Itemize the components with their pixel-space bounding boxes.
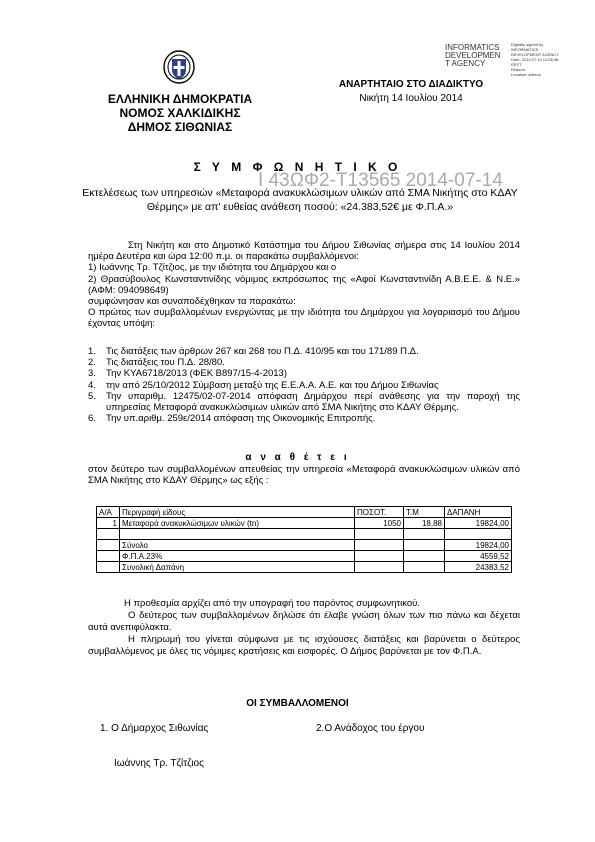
sig-line: EEST xyxy=(511,62,522,67)
vat-label: Φ.Π.Α.23% xyxy=(120,551,355,562)
contract-body xyxy=(88,240,520,330)
list-item: 3. Την ΚΥΑ6718/2013 (ΦΕΚ Β897/15-4-2013) xyxy=(88,368,287,380)
closing-paragraphs xyxy=(88,598,520,658)
acknowledge-paragraph: Ο δεύτερος των συμβαλλομένων δηλώσε ότι έλαβε γνώση όλων των πιο πάνω και δέχεται αυτά ανεπιφύλακτα. xyxy=(88,610,520,633)
total-label: Συνολική Δαπάνη xyxy=(120,562,355,573)
table-row xyxy=(97,518,512,529)
subject-text: Εκτελέσεως των υπηρεσιών «Μεταφορά ανακυκλώσιμων υλικών από ΣΜΑ Νικήτης στο ΚΔΑΥ Θέρμης» με απ' ευθείας ανάθεση ποσού: «24.383,52€ με Φ.Π.Α.» xyxy=(82,187,518,213)
list-item: 1. Τις διατάξεις των άρθρων 267 και 268 του Π.Δ. 410/95 και του 171/89 Π.Δ. xyxy=(88,346,419,357)
vat-value: 4559,52 xyxy=(445,551,512,562)
cost-table xyxy=(96,506,512,573)
cell: 1 xyxy=(97,518,120,529)
intro-paragraph: Στη Νικήτη και στο Δημοτικό Κατάστημα του Δήμου Σιθωνίας σήμερα στις 14 Ιουλίου 2014 ημέρα Δευτέρα και ώρα 12:00 π.μ. οι παρακάτω συμβαλλόμενοι: xyxy=(88,240,520,263)
party-2: 2) Θρασύβουλος Κωνσταντινίδης νόμιμος εκπρόσωπος της «Αφοί Κωνσταντινίδη Α.Β.Ε.Ε. & Ν.Ε.» (ΑΦΜ: 094098649) xyxy=(88,273,520,296)
signing-agency xyxy=(445,44,505,68)
cell: 19824,00 xyxy=(445,518,512,529)
agency-line: T AGENCY xyxy=(445,59,486,68)
payment-paragraph: Η πληρωμή του γίνεται σύμφωνα με τις ισχύουσες διατάξεις και βαρύνεται ο δεύτερος συμβαλλόμενος με όλες τις νόμιμες κρατήσεις και εισφορές. Ο Δήμος βαρύνεται με τον Φ.Π.Α. xyxy=(88,634,520,657)
cell: 18,88 xyxy=(404,518,445,529)
place-date: Νικήτη 14 Ιουλίου 2014 xyxy=(359,93,463,104)
assigns-heading: α ν α θ έ τ ε ι xyxy=(245,452,350,463)
table-row xyxy=(97,540,512,551)
agreed-line: συμφώνησαν και συναποδέχθηκαν τα παρακάτω: xyxy=(88,296,296,308)
considerations-list xyxy=(88,346,520,424)
digital-signature-details[interactable] xyxy=(511,42,581,77)
list-item: 2. Τις διατάξεις του Π.Δ. 28/80. xyxy=(88,357,225,369)
col-header: Περιγραφή είδους xyxy=(120,507,355,518)
signer-2-label: 2.Ο Ανάδοχος του έργου xyxy=(316,723,425,734)
col-header: ΠΟΣΟΤ. xyxy=(355,507,404,518)
list-item: 4. την από 25/10/2012 Σύμβαση μεταξύ της Ε.Ε.Α.Α. Α.Ε. και του Δήμου Σιθωνίας xyxy=(88,379,439,391)
sig-line: DEVELOPMENT AGENCY xyxy=(511,52,559,57)
total-value: 24383,52 xyxy=(445,562,512,573)
col-header: Α/Α xyxy=(97,507,120,518)
parties-heading: ΟΙ ΣΥΜΒΑΛΛΟΜΕΝΟΙ xyxy=(246,698,349,709)
col-header: ΔΑΠΑΝΗ xyxy=(445,507,512,518)
agency-line: INFORMATICS xyxy=(445,43,500,52)
party-1: 1) Ιωάννης Τρ. Τζίτζιος, με την ιδιότητα του Δημάρχου και ο xyxy=(88,262,337,274)
greek-emblem-icon xyxy=(163,50,195,84)
signer-1-label: 1. Ο Δήμαρχος Σιθωνίας xyxy=(100,723,209,734)
table-row xyxy=(97,529,512,540)
list-item: 5. Την υπαριθμ. 12475/02-07-2014 απόφαση Δημάρχου περί ανάθεσης για την παροχή της υπηρεσίας Μεταφορά ανακυκλώσιμων υλικών από ΣΜΑ Νικήτης στο ΚΔΑΥ Θέρμης. xyxy=(88,390,520,414)
sig-line: Location: Athens xyxy=(511,72,541,77)
sig-line: Date: 2014.07.14 12:06:38 xyxy=(511,57,559,62)
posting-block xyxy=(326,78,496,106)
sum-value: 19824,00 xyxy=(445,540,512,551)
document-title: Σ Υ Μ Φ Ω Ν Η Τ Ι Κ Ο xyxy=(193,160,402,174)
cell: 1050 xyxy=(355,518,404,529)
signer-1-name: Ιωάννης Τρ. Τζίτζιος xyxy=(114,758,204,769)
municipality-heading: ΔΗΜΟΣ ΣΙΘΩΝΙΑΣ xyxy=(127,120,233,134)
table-header-row xyxy=(97,507,512,518)
list-item: 6. Την υπ.αριθμ. 259ε/2014 απόφαση της Οικονομικής Επιτροπής. xyxy=(88,413,376,425)
assignment-paragraph: στον δεύτερο των συμβαλλομένων απευθείας την υπηρεσία «Μεταφορά ανακυκλώσιμων υλικών από ΣΜΑ Νικήτης στο ΚΔΑΥ Θέρμης» ως εξής : xyxy=(88,464,520,487)
sig-line: INFORMATICS xyxy=(511,47,539,52)
sig-line: Reason: xyxy=(511,67,526,72)
first-party-paragraph: Ο πρώτος των συμβαλλομένων ενεργώντας με την ιδιότητα του Δημάρχου για λογαριασμό του Δήμου έχοντας υπόψη: xyxy=(88,307,520,330)
table-row xyxy=(97,562,512,573)
prefecture-heading: ΝΟΜΟΣ ΧΑΛΚΙΔΙΚΗΣ xyxy=(119,106,241,120)
sig-line: Digitally signed by xyxy=(511,42,544,47)
table-row xyxy=(97,551,512,562)
cell: Μεταφορά ανακυκλώσιμων υλικών (tn) xyxy=(120,518,355,529)
country-heading: ΕΛΛΗΝΙΚΗ ΔΗΜΟΚΡΑΤΙΑ xyxy=(107,92,253,106)
col-header: Τ.Μ xyxy=(404,507,445,518)
deadline-paragraph: Η προθεσμία αρχίζει από την υπογραφή του παρόντος συμφωνητικού. xyxy=(124,598,420,609)
ada-watermark: Ι 43ΩΦ2-Τ13565 2014-07-14 xyxy=(258,170,503,191)
issuer-header xyxy=(85,92,275,134)
agency-line: DEVELOPMEN xyxy=(445,51,501,60)
sum-label: Σύνολο xyxy=(120,540,355,551)
posting-label: ΑΝΑΡΤΗΤΑΙΟ ΣΤΟ ΔΙΑΔΙΚΤΥΟ xyxy=(338,79,484,90)
